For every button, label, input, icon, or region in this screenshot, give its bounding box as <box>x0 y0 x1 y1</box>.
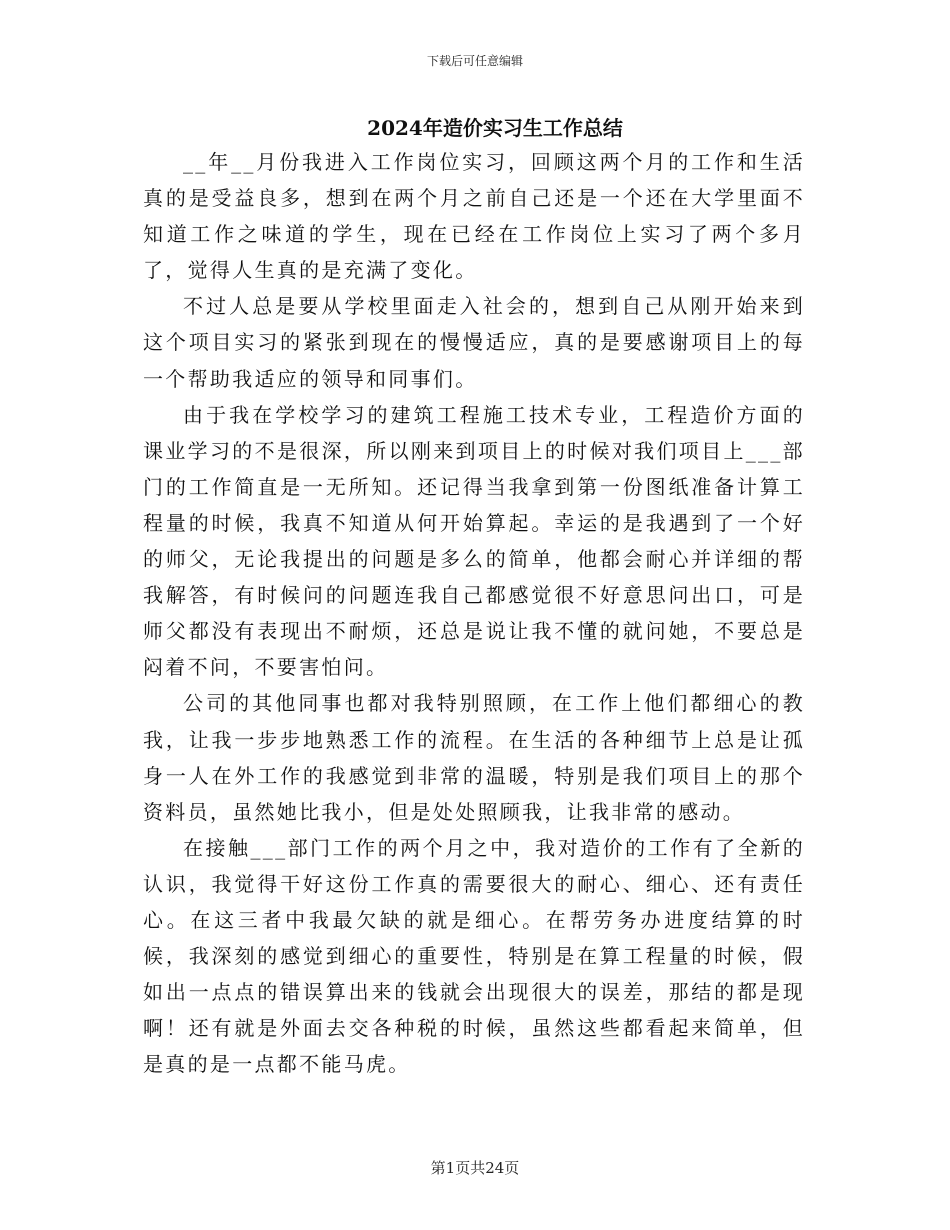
page-header-note: 下载后可任意编辑 <box>426 54 523 68</box>
document-body <box>143 144 805 1082</box>
paragraph-3: 由于我在学校学习的建筑工程施工技术专业，工程造价方面的课业学习的不是很深，所以刚来到项目上的时候对我们项目上___部门的工作简直是一无所知。还记得当我拿到第一份图纸准备计算工程量的时候，我真不知道从何开始算起。幸运的是我遇到了一个好的师父，无论我提出的问题是多么的简单，他都会耐心并详细的帮我解答，有时候问的问题连我自己都感觉很不好意思问出口，可是师父都没有表现出不耐烦，还总是说让我不懂的就问她，不要总是闷着不问，不要害怕问。 <box>143 402 805 680</box>
paragraph-5: 在接触___部门工作的两个月之中，我对造价的工作有了全新的认识，我觉得干好这份工作真的需要很大的耐心、细心、还有责任心。在这三者中我最欠缺的就是细心。在帮劳务办进度结算的时候，我深刻的感觉到细心的重要性，特别是在算工程量的时候，假如出一点点的错误算出来的钱就会出现很大的误差，那结的都是现啊！还有就是外面去交各种税的时候，虽然这些都看起来简单，但是真的是一点都不能马虎。 <box>143 835 805 1077</box>
page-number: 第1页共24页 <box>430 1159 520 1177</box>
paragraph-1: __年__月份我进入工作岗位实习，回顾这两个月的工作和生活真的是受益良多，想到在两个月之前自己还是一个还在大学里面不知道工作之味道的学生，现在已经在工作岗位上实习了两个多月了，觉得人生真的是充满了变化。 <box>143 150 805 283</box>
paragraph-2: 不过人总是要从学校里面走入社会的，想到自己从刚开始来到这个项目实习的紧张到现在的慢慢适应，真的是要感谢项目上的每一个帮助我适应的领导和同事们。 <box>143 294 805 391</box>
paragraph-4: 公司的其他同事也都对我特别照顾，在工作上他们都细心的教我，让我一步步地熟悉工作的流程。在生活的各种细节上总是让孤身一人在外工作的我感觉到非常的温暖，特别是我们项目上的那个资料员，虽然她比我小，但是处处照顾我，让我非常的感动。 <box>143 691 805 824</box>
document-title: 2024年造价实习生工作总结 <box>367 116 623 140</box>
